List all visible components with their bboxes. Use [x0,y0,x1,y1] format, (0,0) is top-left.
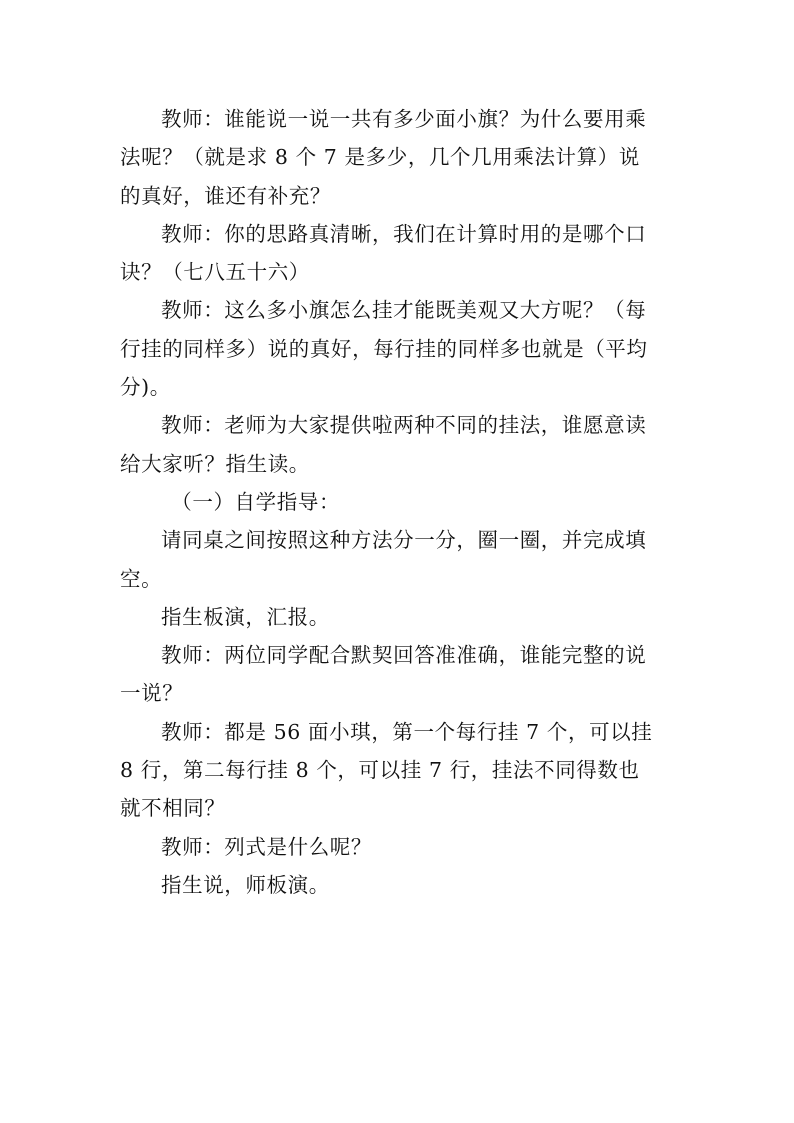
paragraph-teacher-hang-flags: 教师：这么多小旗怎么挂才能既美观又大方呢？（每行挂的同样多）说的真好，每行挂的同样多也就是（平均分)。 [120,298,648,400]
paragraph-teacher-formula: 教师：列式是什么呢？ [161,834,372,859]
document-body [120,100,660,904]
paragraph-teacher-multiplication-rhyme: 教师：你的思路真清晰，我们在计算时用的是哪个口诀？（七八五十六） [120,221,647,285]
paragraph-teacher-56-flags: 教师：都是 56 面小琪，第一个每行挂 7 个，可以挂 8 行，第二每行挂 8 个，可以挂 7 行，挂法不同得数也就不相同？ [120,719,653,821]
paragraph-desk-partners: 请同桌之间按照这种方法分一分，圈一圈，并完成填空。 [120,528,647,591]
paragraph-board-demo: 指生板演，汇报。 [161,604,330,629]
paragraph-student-says: 指生说，师板演。 [161,872,330,897]
paragraph-teacher-cooperation: 教师：两位同学配合默契回答准准确，谁能完整的说一说？ [120,643,647,706]
section-heading-self-study: （一）自学指导： [171,489,341,514]
paragraph-teacher-question-flags: 教师：谁能说一说一共有多少面小旗？为什么要用乘法呢？（就是求 8 个 7 是多少，几个几用乘法计算）说的真好，谁还有补充？ [120,107,647,208]
paragraph-teacher-two-methods: 教师：老师为大家提供啦两种不同的挂法，谁愿意读给大家听？指生读。 [120,413,647,476]
